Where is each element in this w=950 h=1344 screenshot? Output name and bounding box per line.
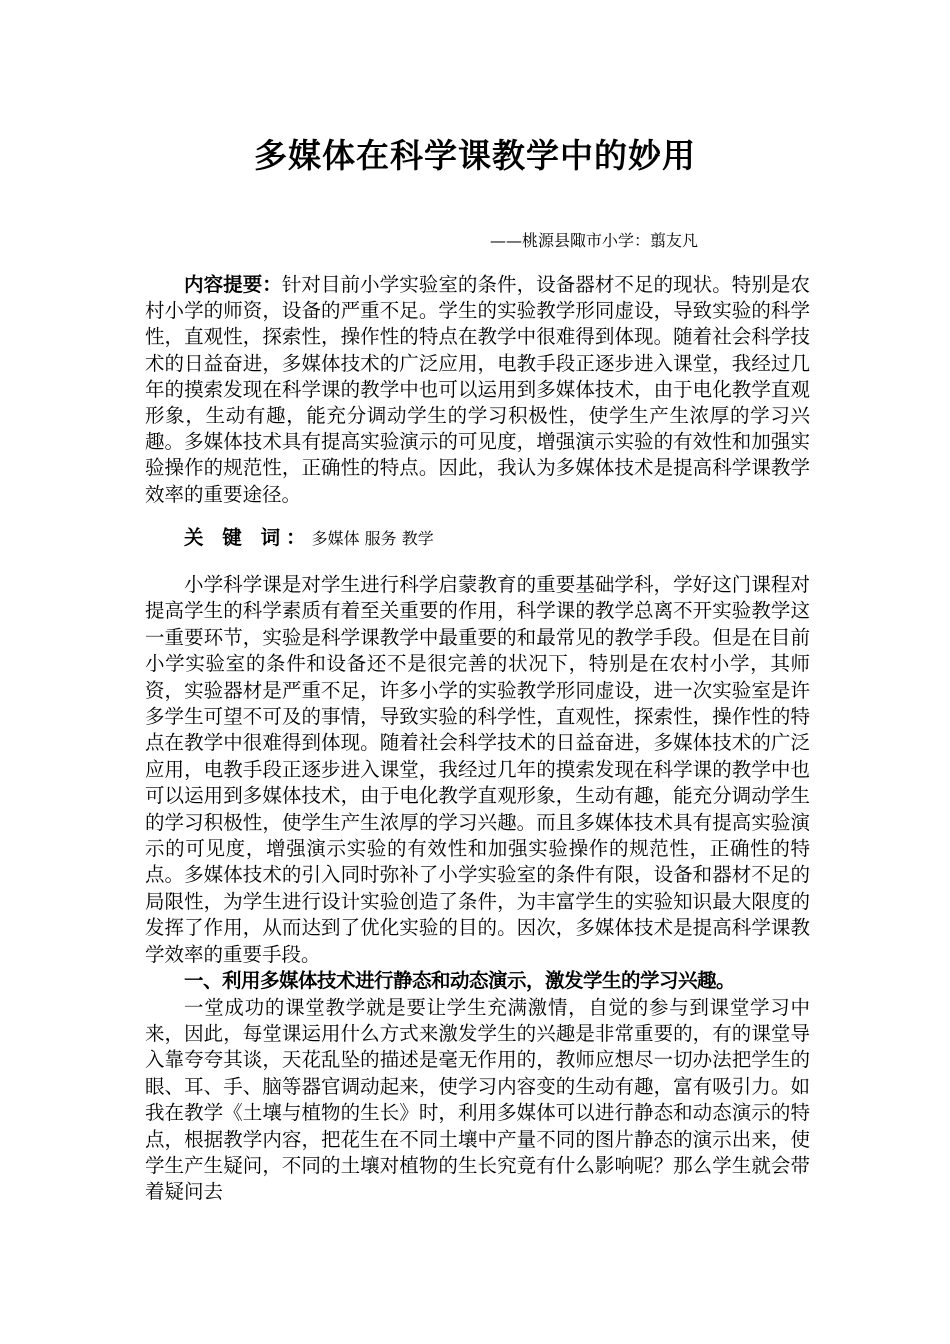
keywords-line — [145, 525, 810, 552]
section-heading-1: 一、利用多媒体技术进行静态和动态演示，激发学生的学习兴趣。 — [184, 969, 736, 993]
main-body — [145, 572, 810, 1206]
keywords-values: 多媒体 服务 教学 — [311, 529, 434, 548]
body-paragraph-2: 一堂成功的课堂教学就是要让学生充满激情，自觉的参与到课堂学习中来，因此，每堂课运用什么方式来激发学生的兴趣是非常重要的，有的课堂导入靠夸夸其谈，天花乱坠的描述是毫无作用的，教师应想尽一切办法把学生的眼、耳、手、脑等器官调动起来，使学习内容变的生动有趣，富有吸引力。如我在教学《土壤与植物的生长》时，利用多媒体可以进行静态和动态演示的特点，根据教学内容，把花生在不同土壤中产量不同的图片静态的演示出来，使学生产生疑问，不同的土壤对植物的生长究竟有什么影响呢？那么学生就会带着疑问去 — [145, 995, 810, 1204]
keywords-label: 关 键 词： — [184, 526, 312, 549]
document-title: 多媒体在科学课教学中的妙用 — [254, 136, 696, 175]
abstract-paragraph — [145, 272, 810, 508]
author-byline: ——桃源县陬市小学：翦友凡 — [490, 231, 699, 250]
body-paragraph-1: 小学科学课是对学生进行科学启蒙教育的重要基础学科，学好这门课程对提高学生的科学素质有着至关重要的作用，科学课的教学总离不开实验教学这一重要环节，实验是科学课教学中最重要的和最常见的教学手段。但是在目前小学实验室的条件和设备还不是很完善的状况下，特别是在农村小学，其师资，实验器材是严重不足，许多小学的实验教学形同虚设，进一次实验室是许多学生可望不可及的事情，导致实验的科学性，直观性，探索性，操作性的特点在教学中很难得到体现。随着社会科学技术的日益奋进，多媒体技术的广泛应用，电教手段正逐步进入课堂，我经过几年的摸索发现在科学课的教学中也可以运用到多媒体技术，由于电化教学直观形象，生动有趣，能充分调动学生的学习积极性，使学生产生浓厚的学习兴趣。而且多媒体技术具有提高实验演示的可见度，增强演示实验的有效性和加强实验操作的规范性，正确性的特点。多媒体技术的引入同时弥补了小学实验室的条件有限，设备和器材不足的局限性，为学生进行设计实验创造了条件，为丰富学生的实验知识最大限度的发挥了作用，从而达到了优化实验的目的。因次，多媒体技术是提高科学课教学效率的重要手段。 — [145, 573, 810, 966]
abstract-text: 针对目前小学实验室的条件，设备器材不足的现状。特别是农村小学的师资，设备的严重不足。学生的实验教学形同虚设，导致实验的科学性，直观性，探索性，操作性的特点在教学中很难得到体现。随着社会科学技术的日益奋进，多媒体技术的广泛应用，电教手段正逐步进入课堂，我经过几年的摸索发现在科学课的教学中也可以运用到多媒体技术，由于电化教学直观形象，生动有趣，能充分调动学生的学习积极性，使学生产生浓厚的学习兴趣。多媒体技术具有提高实验演示的可见度，增强演示实验的有效性和加强实验操作的规范性，正确性的特点。因此，我认为多媒体技术是提高科学课教学效率的重要途径。 — [145, 273, 810, 506]
abstract-label: 内容提要： — [184, 273, 282, 296]
